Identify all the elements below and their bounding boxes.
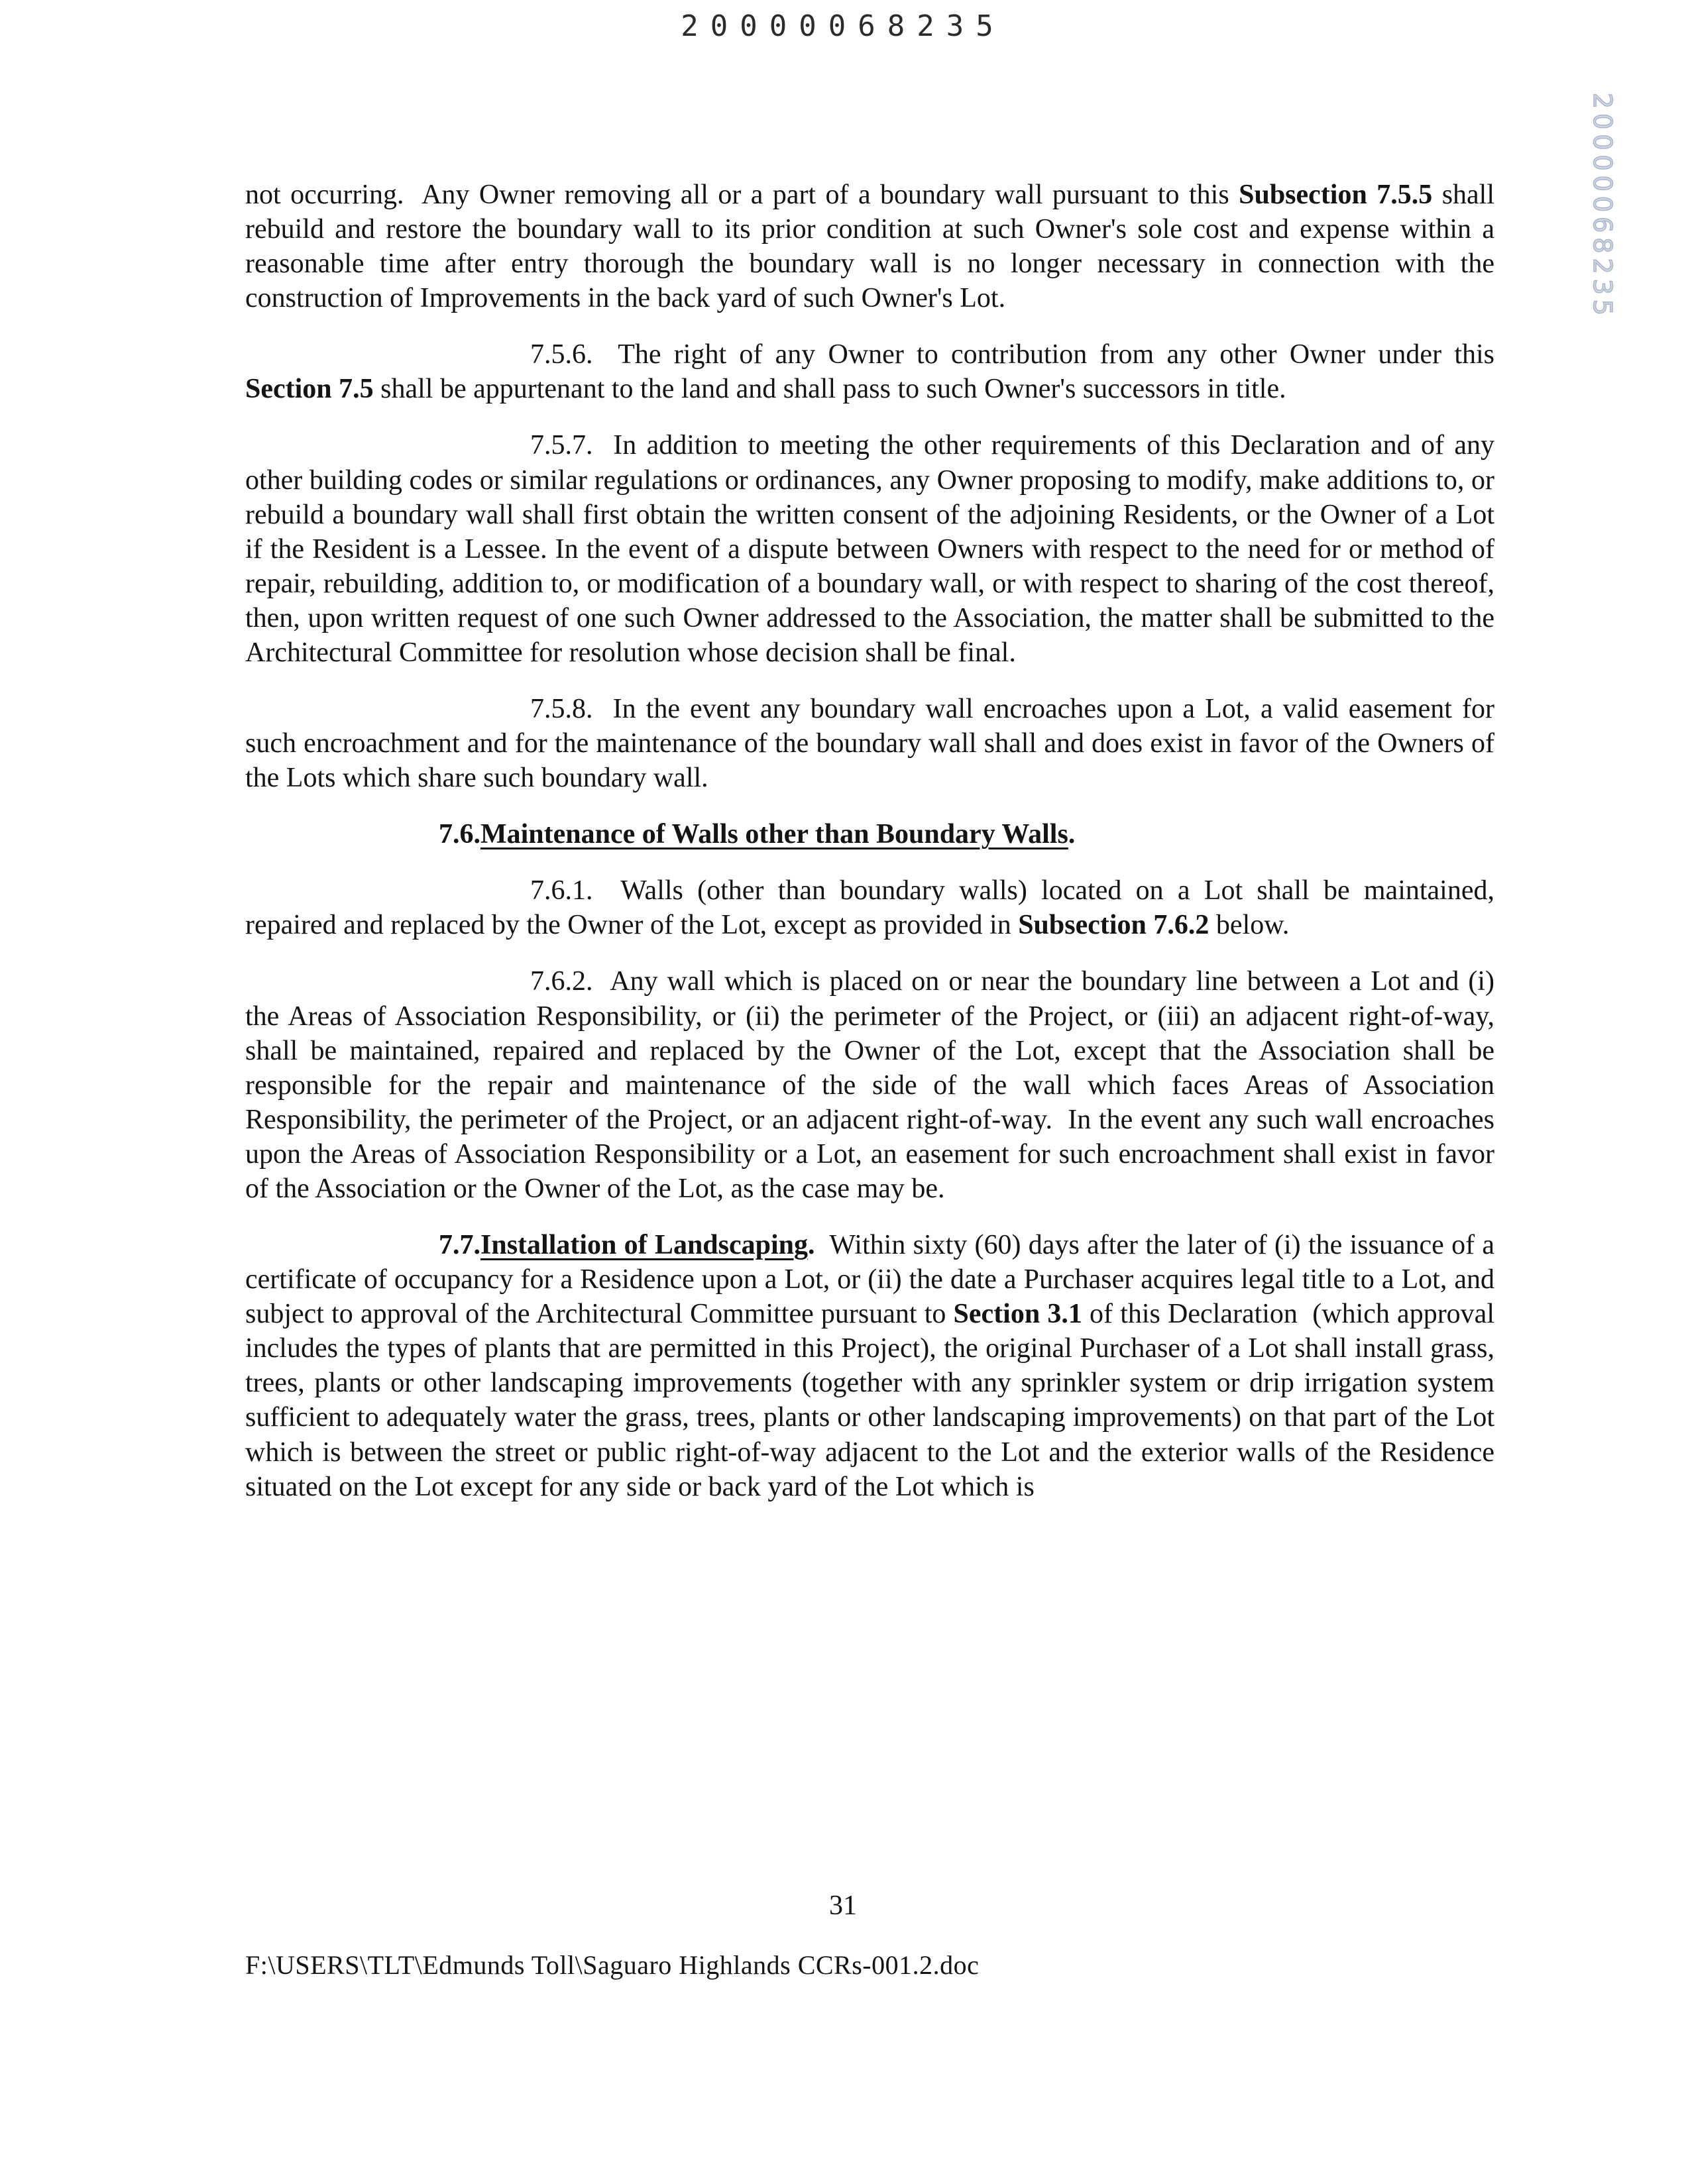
text-run: not occurring. Any Owner removing all or a part of a boundary wall pursuant to this (245, 180, 1239, 210)
text-run: 7.6.1. Walls (other than boundary walls) located on a Lot shall be maintained, repaired and replaced by the Owner of the Lot, except as provided in (245, 875, 1494, 941)
section-number: 7.7. (439, 1230, 480, 1261)
vertical-stamp: 20000068235 (1588, 93, 1617, 320)
text-run-bold: . (1068, 819, 1076, 850)
section-number: 7.6. (439, 819, 480, 850)
paragraph-7-5-7 (245, 428, 1494, 670)
text-run: below. (1209, 910, 1290, 941)
paragraph-7-5-8 (245, 692, 1494, 795)
paragraph-7-5-6 (245, 337, 1494, 406)
paragraph-continuation-7-5-5 (245, 178, 1494, 315)
text-run: 7.6.2. Any wall which is placed on or near the boundary line between a Lot and (i) the Areas of Association Responsibility, or (ii) the perimeter of the Project, or (iii) an adjacent right-of-way, shall be maintained, repaired and replaced by the Owner of the Lot, except that the Association shall be responsible for the repair and maintenance of the side of the wall which faces Areas of Association Responsibility, the perimeter of the Project, or an adjacent right-of-way. In the event any such wall encroaches upon the Areas of Association Responsibility or a Lot, an easement for such encroachment shall exist in favor of the Association or the Owner of the Lot, as the case may be. (245, 966, 1494, 1204)
document-number: 20000068235 (681, 9, 1005, 43)
paragraph-7-6-1 (245, 873, 1494, 942)
text-run: 7.5.6. The right of any Owner to contribution from any other Owner under this (530, 339, 1494, 370)
section-title: Installation of Landscaping (480, 1230, 809, 1261)
text-run: Within sixty (60) days after the later of (i) the issuance of a certificate of occupancy for a Residence upon a Lot, or (ii) the date a Purchaser acquires legal title to a Lot, and subject to approval of the Architectural Committee pursuant to (245, 1230, 1494, 1330)
text-run-bold: Subsection 7.6.2 (1018, 910, 1209, 941)
file-path: F:\USERS\TLT\Edmunds Toll\Saguaro Highlands CCRs-001.2.doc (245, 1950, 980, 1980)
text-run: shall be appurtenant to the land and shall pass to such Owner's successors in title. (373, 374, 1286, 405)
text-run-bold: Section 3.1 (953, 1299, 1082, 1330)
paragraph-7-6-2 (245, 964, 1494, 1206)
text-run-bold: Section 7.5 (245, 374, 374, 405)
section-title: Maintenance of Walls other than Boundary Walls (480, 819, 1068, 850)
document-body (245, 178, 1494, 1526)
text-run: 7.5.8. In the event any boundary wall encroaches upon a Lot, a valid easement for such encroachment and for the maintenance of the boundary wall shall and does exist in favor of the Owners of the Lots which share such boundary wall. (245, 694, 1494, 794)
heading-7-6 (245, 817, 1494, 851)
text-run: of this Declaration (which approval includes the types of plants that are permitted in this Project), the original Purchaser of a Lot shall install grass, trees, plants or other landscaping improvements (together with any sprinkler system or drip irrigation system sufficient to adequately water the grass, trees, plants or other landscaping improvements) on that part of the Lot which is between the street or public right-of-way adjacent to the Lot and the exterior walls of the Residence situated on the Lot except for any side or back yard of the Lot which is (245, 1299, 1494, 1502)
text-run: shall rebuild and restore the boundary wall to its prior condition at such Owner's sole cost and expense within a reasonable time after entry thorough the boundary wall is no longer necessary in connection with the construction of Improvements in the back yard of such Owner's Lot. (245, 180, 1495, 314)
text-run-bold: Subsection 7.5.5 (1239, 180, 1433, 210)
text-run-bold: . (808, 1230, 815, 1261)
paragraph-7-7 (245, 1228, 1494, 1504)
text-run: 7.5.7. In addition to meeting the other requirements of this Declaration and of any other building codes or similar regulations or ordinances, any Owner proposing to modify, make additions to, or rebuild a boundary wall shall first obtain the written consent of the adjoining Residents, or the Owner of a Lot if the Resident is a Lessee. In the event of a dispute between Owners with respect to the need for or method of repair, rebuilding, addition to, or modification of a boundary wall, or with respect to sharing of the cost thereof, then, upon written request of one such Owner addressed to the Association, the matter shall be submitted to the Architectural Committee for resolution whose decision shall be final. (245, 430, 1494, 668)
page-number: 31 (829, 1890, 857, 1921)
